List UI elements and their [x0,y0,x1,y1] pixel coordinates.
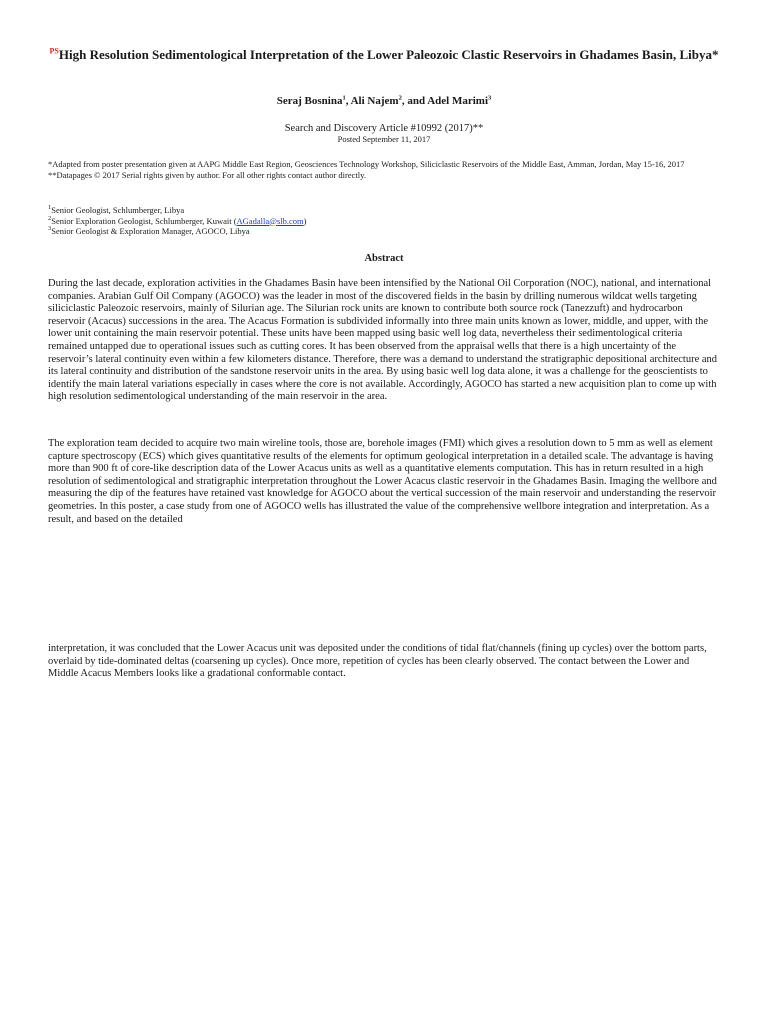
footnotes [48,159,720,180]
affiliation-marker: 3 [48,225,52,233]
affiliation-item [48,226,720,237]
footnote-presentation: *Adapted from poster presentation given at AAPG Middle East Region, Geosciences Technology Workshop, Siliciclastic Reservoirs of the Middle East, Amman, Jordan, May 15-16, 2017 [48,159,685,169]
affiliation-text: Senior Geologist & Exploration Manager, AGOCO, Libya [51,226,250,236]
posted-date: Posted September 11, 2017 [337,134,431,144]
abstract-paragraph [48,278,720,404]
article-number: Search and Discovery Article #10992 (2017)** [284,123,484,134]
paper-title-text: High Resolution Sedimentological Interpretation of the Lower Paleozoic Clastic Reservoirs in Ghadames Basin, Libya* [58,47,719,62]
author-name: Seraj Bosnina [276,95,343,107]
affiliation-item [48,205,720,216]
author-separator: , and [401,95,428,107]
affiliation-text: Senior Geologist, Schlumberger, Libya [51,205,185,215]
abstract-paragraph-text: The exploration team decided to acquire two main wireline tools, those are, borehole images (FMI) which gives a resolution down to 5 mm as well as element capture spectroscopy (ECS) which gives quantitative results of the elements for optimum geological interpretation in a detailed scale. The advantage is having more than 900 ft of core-like description data of the Lower Acacus units as well as a quantitative elements computation. This has in return resulted in a high resolution of sedimentological and stratigraphic interpretation throughout the Lower Acacus clastic reservoir in the Ghadames Basin. Imaging the wellbore and measuring the dip of the features have retained vast knowledge for AGOCO about the vertical succession of the main reservoir and understanding the reservoir geometries. In this poster, a case study from one of AGOCO wells has illustrated the value of the comprehensive wellbore integration and interpretation. As a result, and based on the detailed [48,438,717,525]
author-email-link[interactable]: AGadalla@slb.com [236,215,304,226]
author-affiliation-marker: 3 [488,94,492,102]
affiliation-marker: 2 [48,214,52,222]
abstract-paragraph [48,438,720,526]
footnote-copyright: **Datapages © 2017 Serial rights given by author. For all other rights contact author directly. [48,169,366,180]
author-list [40,94,728,108]
paper-title [40,46,728,64]
affiliations [48,205,720,237]
author-name: Adel Marimi [427,95,489,107]
author-affiliation-marker: 2 [398,94,402,102]
affiliation-marker: 1 [48,204,52,212]
abstract-paragraph-text: interpretation, it was concluded that the Lower Acacus unit was deposited under the conditions of tidal flat/channels (fining up cycles) over the bottom parts, overlaid by tide-dominated deltas (coarsening up cycles). Once more, repetition of cycles has been clearly observed. The contact between the Lower and Middle Acacus Members looks like a gradational conformable contact. [48,643,707,680]
abstract-paragraph [48,643,720,681]
affiliation-text-end: ) [303,215,307,226]
affiliation-item [48,216,720,227]
author-affiliation-marker: 1 [342,94,346,102]
ps-mark: PS [49,46,59,56]
author-name: Ali Najem [350,95,399,107]
affiliation-text: Senior Exploration Geologist, Schlumberger, Kuwait ( [51,215,237,226]
abstract-paragraph-text: During the last decade, exploration activities in the Ghadames Basin have been intensified by the National Oil Corporation (NOC), national, and international companies. Arabian Gulf Oil Company (AGOCO) was the leader in most of the discovered fields in the basin by drilling numerous wildcat wells targeting siliciclastic Paleozoic reservoirs, mainly of Silurian age. The Silurian rock units are known to contribute both source rock (Tanezzuft) and hydrocarbon reservoir (Acacus) successions in the area. The Acacus Formation is subdivided informally into three main units known as lower, middle, and upper, with the lower unit containing the main reservoir potential. These units have been mapped using basic well log data, nevertheless their sedimentological criteria remained untapped due to operational issues such as cutting cores. It has been observed from the appraisal wells that there is a high uncertainty of the reservoir’s lateral continuity even within a few kilometers distance. Therefore, there was a demand to understand the stratigraphic depositional architecture and its lateral continuity and distribution of the sandstone reservoir units in the area. By using basic well log data alone, it was a challenge for the geoscientists to identify the main lateral variations especially in cases where the core is not available. Accordingly, AGOCO has started a new acquisition plan to come up with high resolution sedimentological understanding of the main reservoir in the area. [48,278,718,403]
abstract-heading: Abstract [364,253,404,264]
author-separator: , [345,95,351,107]
